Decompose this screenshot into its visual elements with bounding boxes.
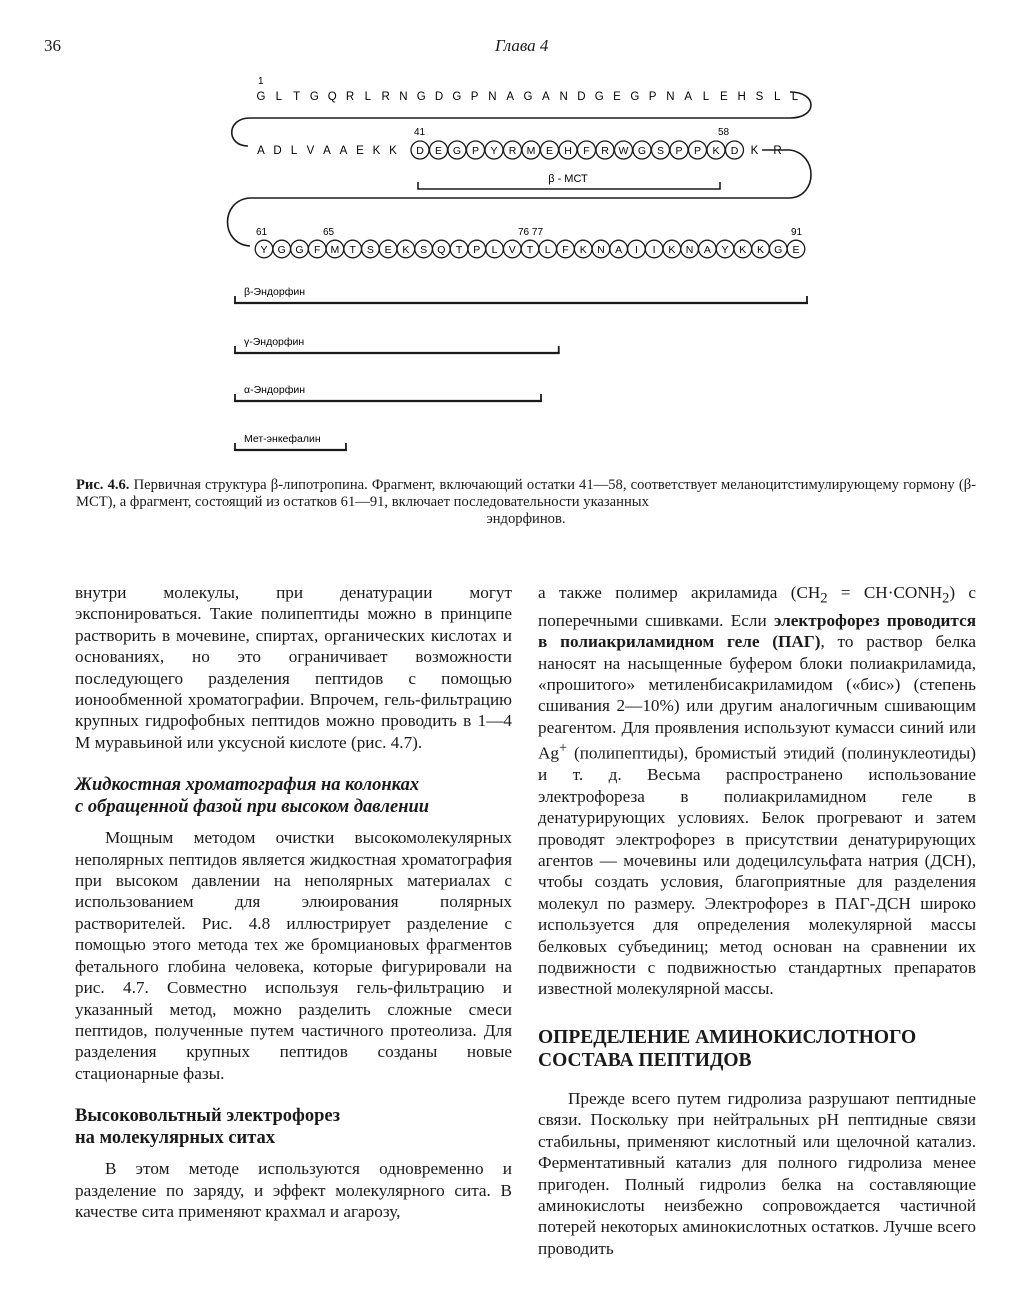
residue-number: 76 77: [518, 227, 544, 238]
msh-label: β - МСТ: [548, 173, 588, 185]
residue-letter: N: [597, 244, 605, 256]
residue-letter: L: [702, 91, 710, 103]
subscript: 2: [942, 590, 950, 607]
residue-letter: E: [613, 91, 621, 103]
residue-letter: M: [526, 145, 536, 157]
sequence-row-3: [255, 227, 805, 258]
caption-last-line: эндорфинов.: [486, 511, 566, 527]
residue-letter: Y: [260, 244, 268, 256]
residue-letter: N: [488, 91, 497, 103]
sequence-row-1: [257, 76, 799, 103]
sequence-connectors: [228, 92, 812, 246]
residue-letter: G: [277, 244, 286, 256]
residue-letter: K: [668, 244, 676, 256]
residue-letter: G: [637, 145, 647, 157]
residue-letter: F: [313, 244, 321, 256]
bar-label: γ-Эндорфин: [244, 336, 305, 348]
residue-letter: A: [541, 91, 550, 103]
residue-letter: L: [290, 145, 298, 157]
section-heading-amino-acid: [538, 1026, 976, 1072]
residue-letter: P: [693, 145, 702, 157]
residue-letter: P: [675, 145, 683, 157]
text-run: , то раствор белка наносят на насыщенные буфером блоки полиакриламида, «прошитого» метиленбисакриламидом («бис») (степень сшивания 2—10%) или другим аналогичным сшивающим реагентом. Для проявления используют кумасси синий или Ag: [538, 632, 976, 764]
section-heading-electrophoresis: [75, 1105, 512, 1149]
residue-letter: G: [774, 244, 783, 256]
residue-letter: T: [293, 91, 301, 103]
residue-letter: S: [755, 91, 764, 103]
residue-letter: D: [730, 145, 739, 157]
residue-number: 58: [718, 127, 730, 138]
section-heading-hplc: [75, 774, 512, 818]
residue-letter: H: [564, 145, 572, 157]
paragraph: Прежде всего путем гидролиза разрушают пептидные связи. Поскольку при нейтральных pH пептидные связи стабильны, применяют кислотный или щелочной катализ. Ферментативный катализ для полного гидролиза менее пригоден. Полный гидролиз белка на составляющие аминокислоты неизбежно сопровождается частичной потерей некоторых аминокислотных остатков. Лучше всего проводить: [538, 1088, 976, 1258]
residue-letter: D: [434, 91, 444, 103]
residue-letter: R: [773, 145, 782, 157]
residue-letter: A: [506, 91, 515, 103]
residue-letter: K: [712, 145, 720, 157]
residue-letter: A: [615, 244, 623, 256]
heading-line: Жидкостная хроматография на колонках: [75, 775, 420, 796]
residue-letter: Y: [490, 145, 498, 157]
superscript: +: [559, 740, 568, 757]
residue-letter: E: [356, 145, 364, 157]
residue-letter: F: [583, 145, 590, 157]
residue-letter: P: [471, 145, 480, 157]
residue-letter: G: [523, 91, 533, 103]
right-column: [538, 582, 976, 1259]
residue-letter: R: [345, 91, 355, 103]
text-run: = CH·CONH: [827, 583, 943, 602]
residue-letter: S: [366, 244, 374, 256]
heading-line: СОСТАВА ПЕПТИДОВ: [538, 1049, 752, 1071]
residue-letter: G: [594, 91, 604, 103]
residue-letter: R: [381, 91, 390, 103]
residue-letter: V: [306, 145, 315, 157]
residue-letter: A: [323, 145, 331, 157]
heading-line: ОПРЕДЕЛЕНИЕ АМИНОКИСЛОТНОГО: [538, 1026, 917, 1048]
residue-letter: L: [791, 91, 799, 103]
caption-label: Рис. 4.6.: [76, 477, 130, 493]
residue-letter: L: [275, 91, 283, 103]
residue-letter: G: [630, 91, 640, 103]
residue-letter: A: [339, 145, 348, 157]
paragraph: Мощным методом очистки высокомолекулярных неполярных пептидов является жидкостная хроматография при высоком давлении на неполярных материалах с использованием для элюирования полярных растворителей. Рис. 4.8 иллюстрирует разделение с помощью этого метода тех же бромциановых фрагментов фетального глобина человека, которые фигурировали на рис. 4.7. Совместно используя гель-фильтрацию и указанный метод, можно разделить сложные смеси пептидов, полученные путем частичного протеолиза. Для разделения крупных пептидов созданы новые стационарные фазы.: [75, 828, 512, 1083]
residue-letter: R: [601, 145, 609, 157]
paragraph: внутри молекулы, при денатурации могут экспонироваться. Такие полипептиды можно в принципе растворить в мочевине, спиртах, органических кислотах и основаниях, но это ограничивает возможности последующего разделения пептидов с помощью ионообменной хроматографии. Впрочем, гель-фильтрацию крупных гидрофобных пептидов можно проводить в 1—4 М муравьиной или уксусной кислоте (рис. 4.7).: [75, 583, 512, 752]
residue-letter: Y: [721, 244, 729, 256]
residue-letter: K: [372, 145, 381, 157]
residue-number: 65: [323, 227, 335, 238]
residue-letter: D: [273, 145, 282, 157]
residue-letter: P: [470, 91, 479, 103]
residue-letter: K: [757, 244, 765, 256]
residue-letter: H: [737, 91, 746, 103]
running-head: Глава 4: [495, 36, 549, 55]
residue-letter: E: [792, 244, 800, 256]
residue-letter: N: [559, 91, 568, 103]
text-run: (полипептиды), бромистый этидий (полинуклеотиды) и т. д. Весьма распространено использование электрофореза в полиакриламидном геле в денатурирующих условиях. Белок прогревают и затем проводят электрофорез в присутствии денатурирующих агентов — мочевины или додецилсульфата натрия (ДСН), чтобы создать условия, благоприятные для разделения молекул по размеру. Электрофорез в ПАГ-ДСН широко используется для определения молекулярной массы белковых субъединиц; метод основан на сравнении их подвижности с подвижностью стандартных препаратов известной молекулярной массы.: [538, 744, 976, 999]
residue-letter: S: [420, 244, 428, 256]
residue-letter: E: [545, 145, 554, 157]
paragraph: В этом методе используются одновременно и разделение по заряду, и эффект молекулярного сита. В качестве сита применяют крахмал и агарозу,: [75, 1159, 512, 1221]
figure-beta-lipotropin: [0, 0, 1011, 470]
residue-letter: G: [256, 91, 266, 103]
residue-letter: K: [389, 145, 397, 157]
residue-letter: I: [634, 244, 638, 256]
residue-letter: K: [402, 244, 410, 256]
page-number: 36: [44, 36, 61, 55]
text-run: а также полимер акриламида (CH: [538, 583, 821, 602]
subscript: 2: [820, 590, 828, 607]
residue-letter: Q: [437, 244, 446, 256]
residue-letter: M: [330, 244, 340, 256]
residue-letter: E: [719, 91, 728, 103]
peptide-bars: [234, 286, 808, 450]
paragraph: [538, 582, 976, 1000]
residue-letter: L: [773, 91, 781, 103]
residue-letter: A: [257, 145, 265, 157]
residue-letter: N: [666, 91, 675, 103]
residue-number: 41: [414, 127, 426, 138]
residue-letter: E: [434, 145, 443, 157]
heading-line: с обращенной фазой при высоком давлении: [75, 797, 430, 818]
residue-letter: G: [309, 91, 319, 103]
figure-caption: [76, 477, 976, 528]
sequence-row-2: [257, 127, 781, 189]
residue-number: 61: [256, 227, 268, 238]
residue-letter: V: [508, 244, 516, 256]
residue-letter: G: [416, 91, 426, 103]
residue-letter: K: [750, 145, 759, 157]
residue-letter: T: [349, 244, 356, 256]
text-run: ) с поперечными сшивками. Если: [538, 583, 976, 630]
residue-letter: L: [491, 244, 498, 256]
residue-letter: A: [684, 91, 693, 103]
heading-line: Высоковольтный электрофорез: [75, 1106, 340, 1127]
residue-letter: P: [648, 91, 657, 103]
residue-letter: D: [577, 91, 586, 103]
residue-number: 91: [791, 227, 803, 238]
residue-letter: Q: [327, 91, 337, 103]
bold-term: электрофорез проводится в полиакриламидном геле (ПАГ): [538, 610, 976, 652]
bar-label: α-Эндорфин: [244, 384, 306, 396]
residue-letter: A: [703, 244, 711, 256]
residue-letter: I: [652, 244, 656, 256]
residue-letter: P: [473, 244, 481, 256]
residue-letter: D: [416, 145, 424, 157]
residue-letter: L: [364, 91, 372, 103]
residue-letter: K: [579, 244, 587, 256]
residue-letter: G: [452, 91, 462, 103]
residue-letter: G: [452, 145, 462, 157]
residue-letter: T: [455, 244, 463, 256]
residue-letter: T: [526, 244, 534, 256]
bar-label: β-Эндорфин: [244, 286, 305, 298]
residue-letter: S: [656, 145, 665, 157]
residue-number: 1: [258, 76, 264, 87]
residue-letter: N: [399, 91, 408, 103]
residue-letter: N: [685, 244, 694, 256]
bar-label: Мет-энкефалин: [244, 433, 321, 445]
residue-letter: R: [508, 145, 517, 157]
residue-letter: G: [295, 244, 304, 256]
heading-line: на молекулярных ситах: [75, 1128, 276, 1149]
residue-letter: K: [739, 244, 747, 256]
residue-letter: E: [384, 244, 392, 256]
residue-letter: L: [544, 244, 551, 256]
residue-letter: W: [618, 145, 629, 157]
caption-text: Первичная структура β-липотропина. Фрагмент, включающий остатки 41—58, соответствует меланоцитстимулирующему гормону (β-МСТ), а фрагмент, состоящий из остатков 61—91, включает последовательности указанных: [76, 477, 976, 510]
left-column: [75, 582, 512, 1222]
residue-letter: F: [562, 244, 569, 256]
